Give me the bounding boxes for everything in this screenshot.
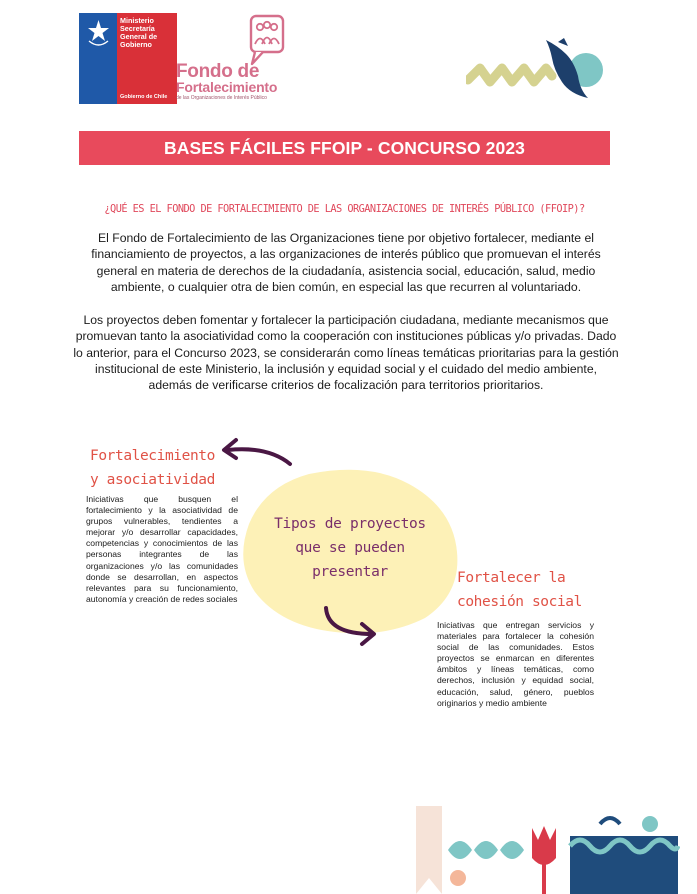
zigzag-wave-shape bbox=[468, 68, 552, 82]
gobierno-logo-footer: Gobierno de Chile bbox=[120, 94, 168, 100]
project-type-body-left: Iniciativas que busquen el fortalecimiento y la asociatividad de grupos vulnerables, tendientes a mejorar y/o desarrollar capacidades, competencias y conocimientos de las personas integrantes de las organizaciones y/o las comunidades donde se desarrollan, en aspectos relevantes para su funcionamiento, autonomía y creación de redes sociales bbox=[86, 494, 238, 604]
gobierno-logo-blue-field bbox=[79, 13, 117, 104]
footer-decoration bbox=[414, 806, 680, 894]
fondo-logo-line1: Fondo de bbox=[176, 61, 260, 82]
fondo-logo-line2: Fortalecimiento bbox=[176, 79, 278, 95]
gobierno-logo bbox=[79, 13, 177, 104]
teal-fish-row-shape bbox=[448, 841, 524, 859]
intro-paragraph-1: El Fondo de Fortalecimiento de las Organizaciones tiene por objetivo fortalecer, mediante el financiamiento de proyectos, a las organizaciones de interés público que promuevan el interés general en materia de derechos de la ciudadanía, asistencia social, educación, salud, medio ambiente, o cualquier otra de bien común, en especial las que recurren al voluntariado. bbox=[91, 231, 601, 294]
curved-arrow-left-icon bbox=[216, 434, 296, 474]
peach-circle-shape bbox=[450, 870, 466, 886]
header-decoration bbox=[466, 36, 610, 100]
gobierno-logo-text: Ministerio Secretaría General de Gobierno bbox=[120, 16, 158, 49]
red-tulip-shape bbox=[532, 826, 556, 865]
project-type-body-right: Iniciativas que entregan servicios y materiales para fortalecer la cohesión social de las comunidades. Estos proyectos se enmarcan en diferentes ámbitos y líneas temáticas, como derechos, inclusión y equidad social, educación, salud, género, pueblos originarios y medio ambiente bbox=[437, 620, 594, 708]
title-banner bbox=[79, 131, 610, 165]
community-speech-bubble-icon bbox=[249, 14, 285, 66]
page-title: BASES FÁCILES FFOIP - CONCURSO 2023 bbox=[163, 137, 526, 158]
intro-paragraph-2: Los proyectos deben fomentar y fortalecer la participación ciudadana, mediante mecanismos que promuevan tanto la asociatividad como la cooperación con instituciones públicas y/o privadas. Dado lo anterior, para el Concurso 2023, se considerarán como líneas temáticas prioritarias para la gestión institucional de este Ministerio, la inclusión y equidad social y el cuidado del medio ambiente, además de verificarse criterios de focalización para territorios prioritarios. bbox=[73, 313, 619, 393]
chile-coat-of-arms-icon bbox=[85, 19, 112, 49]
project-type-heading-right: Fortalecer la cohesión social bbox=[457, 570, 582, 610]
section-question-heading: ¿QUÉ ES EL FONDO DE FORTALECIMIENTO DE LAS ORGANIZACIONES DE INTERÉS PÚBLICO (FFOIP)? bbox=[104, 203, 585, 215]
fondo-logo-line3: de las Organizaciones de Interés Público bbox=[176, 95, 267, 101]
curved-arrow-right-icon bbox=[318, 604, 384, 650]
project-types-title: Tipos de proyectos que se pueden presentar bbox=[274, 516, 426, 580]
project-type-heading-left: Fortalecimiento y asociatividad bbox=[90, 448, 215, 488]
bookmark-shape bbox=[416, 806, 442, 894]
fondo-fortalecimiento-logo bbox=[176, 14, 296, 104]
